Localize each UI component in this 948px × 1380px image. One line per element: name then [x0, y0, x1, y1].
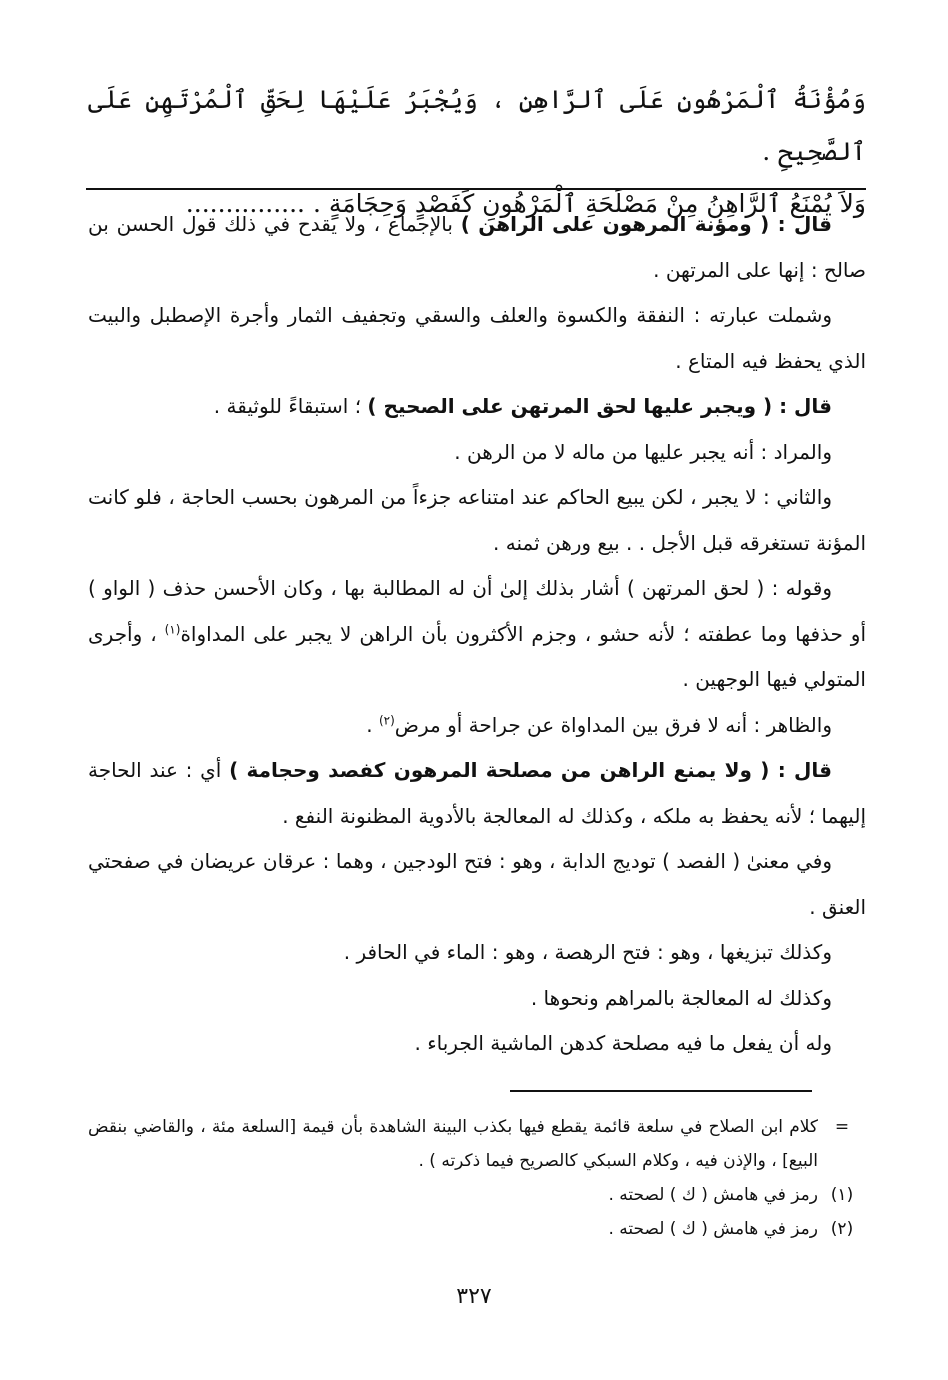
commentary-text: أي : عند الحاجة إليهما ؛ لأنه يحفظ به ملكه ، وكذلك له المعالجة بالأدوية المظنونة النفع .: [88, 758, 866, 828]
matn-line-text: وَلاَ يُمْنَعُ ٱلرَّاهِنُ مِنْ مَصْلَحَةِ ٱلْمَرْهُونِ كَفَصْدٍ وَحِجَامَةٍ .: [312, 189, 866, 218]
quoted-matn: قال : ( ولا يمنع الراهن من مصلحة المرهون كفصد وحجامة ): [229, 758, 832, 782]
commentary-paragraph: وشملت عبارته : النفقة والكسوة والعلف والسقي وتجفيف الثمار وأجرة الإصطبل والبيت الذي يحفظ فيه المتاع .: [88, 303, 866, 373]
footnote-1: [88, 1178, 866, 1212]
footnote-text: رمز في هامش ( ك ) لصحته .: [608, 1185, 818, 1205]
commentary-text: .: [366, 712, 379, 737]
commentary-text: بالإجماع ، ولا يقدح في ذلك قول الحسن بن صالح : إنها على المرتهن .: [88, 212, 866, 282]
commentary-text: وقوله : ( لحق المرتهن ) أشار بذلك إلىٰ أن له المطالبة بها ، وكان الأحسن حذف ( الواو ) أو حذفها وما عطفته ؛ لأنه حشو ، وجزم الأكثرون بأن الراهن لا يجبر على المداواة: [88, 576, 867, 646]
matn-line: وَمُؤْنَةُ ٱلْمَرْهُونِ عَلَى ٱلرَّاهِنِ ، وَيُجْبَرُ عَلَيْهَا لِحَقِّ ٱلْمُرْتَهِنِ عَلَى ٱلصَّحِيحِ .: [88, 85, 866, 166]
commentary-paragraph: [88, 202, 866, 293]
commentary-text: ، وأجرى المتولي فيها الوجهين .: [88, 621, 866, 691]
commentary-text: ؛ استبقاءً للوثيقة .: [213, 394, 368, 418]
commentary-paragraph: والثاني : لا يجبر ، لكن يبيع الحاكم عند امتناعه جزءاً من المرهون بحسب الحاجة ، فلو كانت المؤنة تستغرقه قبل الأجل . . بيع ورهن ثمنه .: [88, 485, 866, 555]
quoted-matn: قال : ( ومؤنة المرهون على الراهن ): [460, 212, 833, 236]
footnote-ref[interactable]: (٢): [378, 712, 395, 727]
commentary-paragraph: وله أن يفعل ما فيه مصلحة كدهن الماشية الجرباء .: [414, 1031, 832, 1055]
commentary-paragraph: [88, 703, 866, 749]
footnote-continuation-mark: =: [834, 1117, 850, 1137]
commentary-text-block: [88, 202, 866, 1067]
footnote-number: (١): [830, 1185, 854, 1205]
footnote-continuation: [88, 1110, 866, 1178]
footnote-number: (٢): [830, 1219, 854, 1239]
commentary-paragraph: وكذلك تبزيغها ، وهو : فتح الرهصة ، وهو : الماء في الحافر .: [343, 940, 832, 964]
commentary-paragraph: وكذلك له المعالجة بالمراهم ونحوها .: [530, 985, 832, 1010]
footnote-ref[interactable]: (١): [164, 621, 181, 636]
commentary-text: والظاهر : أنه لا فرق بين المداواة عن جراحة أو مرض: [394, 712, 832, 737]
commentary-paragraph: والمراد : أنه يجبر عليها من ماله لا من الرهن .: [454, 439, 832, 464]
commentary-paragraph: [88, 748, 866, 839]
footnote-text: كلام ابن الصلاح في سلعة قائمة يقطع فيها بكذب البينة الشاهدة بأن قيمة [السلعة مئة ، والقاضي بنقض البيع] ، والإذن فيه ، وكلام السبكي كالصريح فيما ذكرته ) .: [88, 1117, 818, 1171]
footnotes: [88, 1110, 866, 1246]
matn-divider: [86, 188, 866, 190]
footnote-text: رمز في هامش ( ك ) لصحته .: [608, 1219, 818, 1239]
matn-dots: ...............: [185, 189, 305, 218]
page-number: ٣٢٧: [456, 1284, 492, 1309]
quoted-matn: قال : ( ويجبر عليها لحق المرتهن على الصحيح ): [367, 394, 832, 418]
footnote-2: [88, 1212, 866, 1246]
commentary-paragraph: وفي معنىٰ ( الفصد ) توديج الدابة ، وهو : فتح الودجين ، وهما : عرقان عريضان في صفحتي العنق .: [88, 849, 866, 919]
commentary-paragraph: [88, 384, 866, 430]
commentary-paragraph: [88, 566, 866, 703]
footnote-divider: [510, 1090, 812, 1092]
